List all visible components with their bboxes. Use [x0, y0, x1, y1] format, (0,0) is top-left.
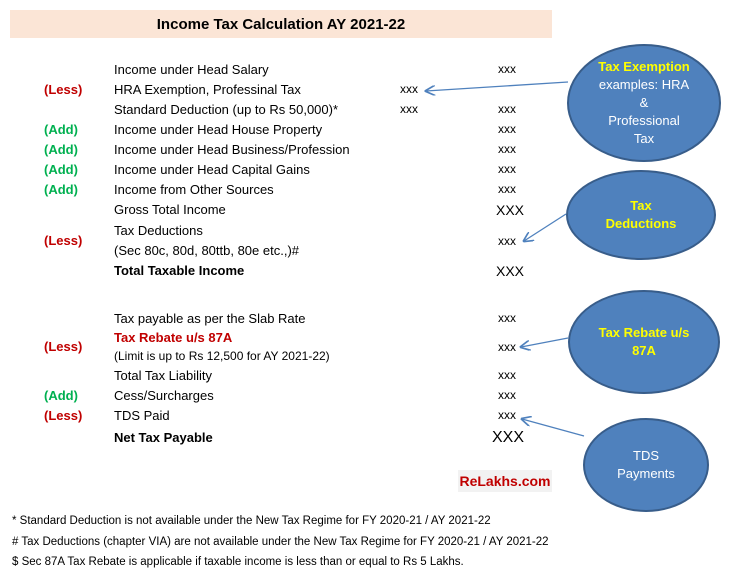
less-tag: (Less) [44, 233, 83, 248]
row-subvalue: xxx [400, 102, 418, 116]
footnote: # Tax Deductions (chapter VIA) are not available under the New Tax Regime for FY 2020-21 / AY 2021-22 [12, 536, 549, 548]
bubble-title: 87A [632, 343, 656, 358]
row-label: HRA Exemption, Professinal Tax [114, 82, 301, 97]
exemption-arrow [426, 82, 568, 91]
site-label: ReLakhs.com [458, 470, 552, 492]
row-label: Net Tax Payable [114, 430, 213, 445]
tax-rebate-bubble [568, 290, 720, 394]
rebate-arrow [521, 338, 568, 347]
bubble-text: Professional [608, 113, 680, 128]
row-subvalue: xxx [400, 82, 418, 96]
less-tag: (Less) [44, 408, 83, 423]
row-value: xxx [498, 142, 516, 156]
row-value: XXX [496, 263, 525, 279]
row-label: Gross Total Income [114, 202, 226, 217]
row-value: xxx [498, 182, 516, 196]
row-value: xxx [498, 162, 516, 176]
row-value: xxx [498, 311, 516, 325]
bubble-title: Tax [630, 198, 652, 213]
row-value: xxx [498, 102, 516, 116]
less-tag: (Less) [44, 82, 83, 97]
bubble-text: Tax [633, 131, 655, 146]
row-value: xxx [498, 62, 516, 76]
add-tag: (Add) [44, 122, 78, 137]
row-sublabel: (Sec 80c, 80d, 80ttb, 80e etc.,)# [114, 243, 300, 258]
row-value: XXX [492, 429, 525, 446]
row-label: Tax Deductions [114, 223, 203, 238]
row-label: Income under Head Salary [114, 62, 269, 77]
row-value: xxx [498, 122, 516, 136]
row-value: xxx [498, 340, 516, 354]
row-label: Income from Other Sources [114, 182, 274, 197]
footnote: * Standard Deduction is not available under the New Tax Regime for FY 2020-21 / AY 2021-22 [12, 515, 491, 527]
tax-exemption-bubble [567, 44, 721, 162]
row-label: Standard Deduction (up to Rs 50,000)* [114, 102, 339, 117]
bubble-title: Deductions [605, 216, 677, 231]
row-label: Income under Head Capital Gains [114, 162, 310, 177]
row-label: TDS Paid [114, 408, 170, 423]
row-label: Income under Head Business/Profession [114, 142, 350, 157]
add-tag: (Add) [44, 388, 78, 403]
add-tag: (Add) [44, 182, 78, 197]
bubble-title: Tax Exemption [598, 59, 690, 74]
row-value: xxx [498, 368, 516, 382]
less-tag: (Less) [44, 339, 83, 354]
tax-deductions-bubble [566, 170, 716, 260]
add-tag: (Add) [44, 162, 78, 177]
row-label: Total Taxable Income [114, 263, 245, 278]
row-label: Tax Rebate u/s 87A [114, 330, 233, 345]
bubble-text: TDS [633, 448, 659, 463]
row-sublabel: (Limit is up to Rs 12,500 for AY 2021-22) [114, 349, 330, 363]
row-value: xxx [498, 388, 516, 402]
add-tag: (Add) [44, 142, 78, 157]
bubble-text: examples: HRA [598, 77, 690, 92]
bubble-title: Tax Rebate u/s [598, 325, 690, 340]
row-label: Income under Head House Property [114, 122, 323, 137]
row-label: Cess/Surcharges [114, 388, 214, 403]
tds-payments-bubble [583, 418, 709, 512]
page-title: Income Tax Calculation AY 2021-22 [10, 10, 552, 38]
row-label: Total Tax Liability [114, 368, 213, 383]
tds-arrow [522, 419, 584, 436]
row-value: XXX [496, 202, 525, 218]
deductions-arrow [524, 214, 566, 241]
row-label: Tax payable as per the Slab Rate [114, 311, 306, 326]
row-value: xxx [498, 234, 516, 248]
footnote: $ Sec 87A Tax Rebate is applicable if taxable income is less than or equal to Rs 5 Lakhs. [12, 556, 464, 568]
bubble-text: & [639, 95, 649, 110]
bubble-text: Payments [617, 466, 675, 481]
row-value: xxx [498, 408, 516, 422]
